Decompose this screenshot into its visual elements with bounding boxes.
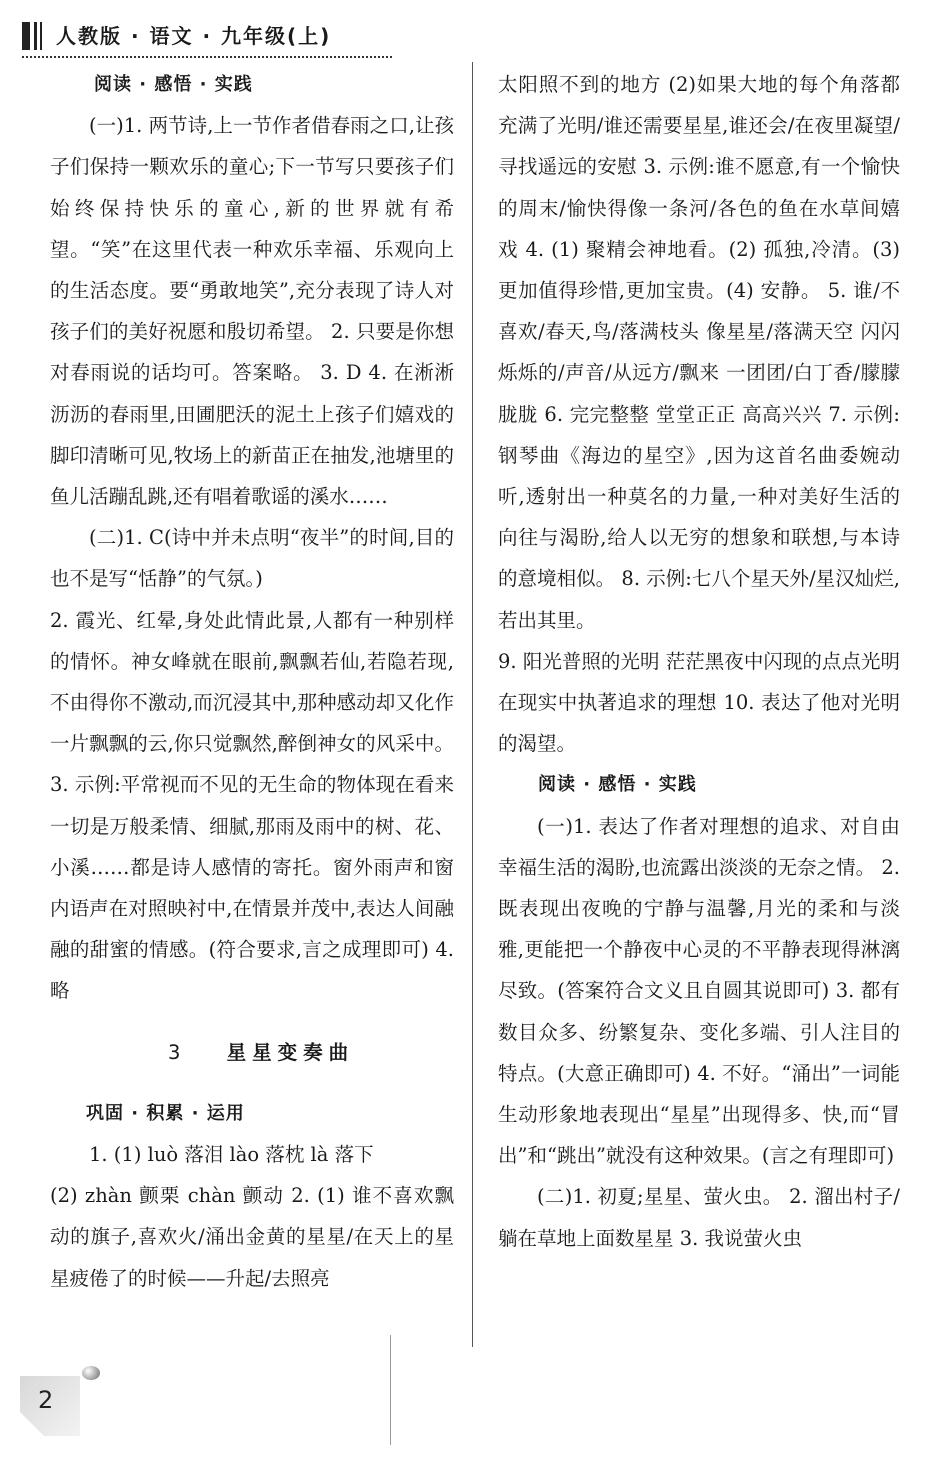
- page-number: 2: [38, 1386, 54, 1414]
- section-title: [50, 1032, 454, 1073]
- right-answer-block-3: (一)1. 表达了作者对理想的追求、对自由幸福生活的渴盼,也流露出淡淡的无奈之情。 2. 既表现出夜晚的宁静与温馨,月光的柔和与淡雅,更能把一个静夜中心灵的不平静表现得淋漓尽致。(答案符合文义且自圆其说即可) 3. 都有数目众多、纷繁复杂、变化多端、引人注目的特点。(大意正确即可) 4. 不好。“涌出”一词能生动形象地表现出“星星”出现得多、快,而“冒出”和“跳出”就没有这种效果。(言之有理即可): [498, 814, 900, 1168]
- header-dotted-rule: [22, 56, 392, 58]
- page-number-corner: [20, 1376, 80, 1436]
- page-header: [22, 14, 392, 58]
- left-answer-block-2: (二)1. C(诗中并未点明“夜半”的时间,目的也不是写“恬静”的气氛。): [50, 526, 454, 591]
- header-bars-decoration: [22, 22, 48, 50]
- left-heading-reading: 阅读 · 感悟 · 实践: [94, 74, 253, 95]
- column-divider: [472, 62, 473, 1347]
- right-column: [498, 64, 900, 1259]
- section-number: 3: [168, 1040, 181, 1064]
- bottom-margin-line: [390, 1335, 391, 1445]
- left-answer-block-4: 1. (1) luò 落泪 lào 落枕 là 落下: [89, 1143, 374, 1167]
- right-answer-block-4: (二)1. 初夏;星星、萤火虫。 2. 溜出村子/躺在草地上面数星星 3. 我说萤火虫: [498, 1185, 900, 1250]
- right-answer-block-2: 9. 阳光普照的光明 茫茫黑夜中闪现的点点光明 在现实中执著追求的理想 10. 表达了他对光明的渴望。: [498, 649, 900, 756]
- right-heading-reading: 阅读 · 感悟 · 实践: [538, 774, 697, 796]
- header-title: 人教版 · 语文 · 九年级(上): [56, 24, 332, 48]
- left-column: [50, 64, 454, 1299]
- right-answer-block-1: 太阳照不到的地方 (2)如果大地的每个角落都充满了光明/谁还需要星星,谁还会/在夜里凝望/寻找遥远的安慰 3. 示例:谁不愿意,有一个愉快的周末/愉快得像一条河/各色的鱼在水草间嬉戏 4. (1) 聚精会神地看。(2) 孤独,冷清。(3) 更加值得珍惜,更加宝贵。(4) 安静。 5. 谁/不喜欢/春天,鸟/落满枝头 像星星/落满天空 闪闪烁烁的/声音/从远方/飘来 一团团/白丁香/朦朦胧胧 6. 完完整整 堂堂正正 高高兴兴 7. 示例:钢琴曲《海边的星空》,因为这首名曲委婉动听,透射出一种莫名的力量,一种对美好生活的向往与渴盼,给人以无穷的想象和联想,与本诗的意境相似。 8. 示例:七八个星天外/星汉灿烂,若出其里。: [498, 73, 900, 632]
- section-name: 星星变奏曲: [226, 1040, 355, 1064]
- left-heading-consolidate: 巩固 · 积累 · 运用: [86, 1102, 245, 1124]
- left-answer-block-5: (2) zhàn 颤栗 chàn 颤动 2. (1) 谁不喜欢飘动的旗子,喜欢火/涌出金黄的星星/在天上的星星疲倦了的时候——升起/去照亮: [50, 1184, 454, 1290]
- corner-dot-decoration: [82, 1366, 100, 1380]
- left-answer-block-3: 2. 霞光、红晕,身处此情此景,人都有一种别样的情怀。神女峰就在眼前,飘飘若仙,若隐若现,不由得你不激动,而沉浸其中,那种感动却又化作一片飘飘的云,你只觉飘然,醉倒神女的风采中。 3. 示例:平常视而不见的无生命的物体现在看来一切是万般柔情、细腻,那雨及雨中的树、花、小溪……都是诗人感情的寄托。窗外雨声和窗内语声在对照映衬中,在情景并茂中,表达人间融融的甜蜜的情感。(符合要求,言之成理即可) 4. 略: [50, 608, 454, 1003]
- left-answer-block-1: (一)1. 两节诗,上一节作者借春雨之口,让孩子们保持一颗欢乐的童心;下一节写只要孩子们始终保持快乐的童心,新的世界就有希望。“笑”在这里代表一种欢乐幸福、乐观向上的生活态度。要“勇敢地笑”,充分表现了诗人对孩子们的美好祝愿和殷切希望。 2. 只要是你想对春雨说的话均可。答案略。 3. D 4. 在淅淅沥沥的春雨里,田圃肥沃的泥土上孩子们嬉戏的脚印清晰可见,牧场上的新苗正在抽发,池塘里的鱼儿活蹦乱跳,还有唱着歌谣的溪水……: [50, 114, 454, 509]
